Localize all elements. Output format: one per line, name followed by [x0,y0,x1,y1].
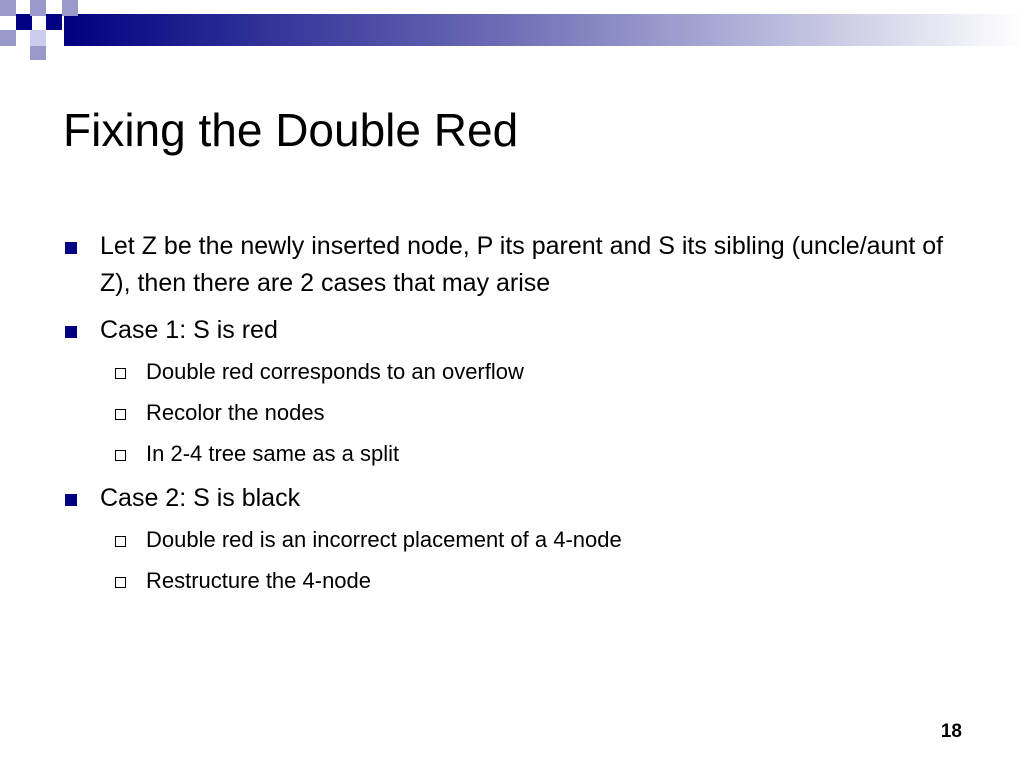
bullet-text: Case 1: S is red [100,316,278,344]
page-number: 18 [940,721,962,742]
sub-bullet-text: Recolor the nodes [146,400,325,425]
hollow-square-bullet-icon [115,450,126,461]
sub-bullet-text: In 2-4 tree same as a split [146,441,400,466]
bullet-text: Case 2: S is black [100,484,301,512]
square-bullet-icon [65,326,77,338]
square-bullet-icon [65,494,77,506]
hollow-square-bullet-icon [115,536,126,547]
bullet-text: Let Z be the newly inserted node, P its parent and S its sibling (uncle/aunt of Z), then there are 2 cases that may arise [100,232,944,297]
slide-title: Fixing the Double Red [63,104,519,156]
hollow-square-bullet-icon [115,409,126,420]
sub-bullet-text: Double red is an incorrect placement of a 4-node [146,527,622,552]
hollow-square-bullet-icon [115,368,126,379]
square-bullet-icon [65,242,77,254]
sub-bullet-text: Restructure the 4-node [146,568,372,593]
hollow-square-bullet-icon [115,577,126,588]
sub-bullet-text: Double red corresponds to an overflow [146,359,524,384]
